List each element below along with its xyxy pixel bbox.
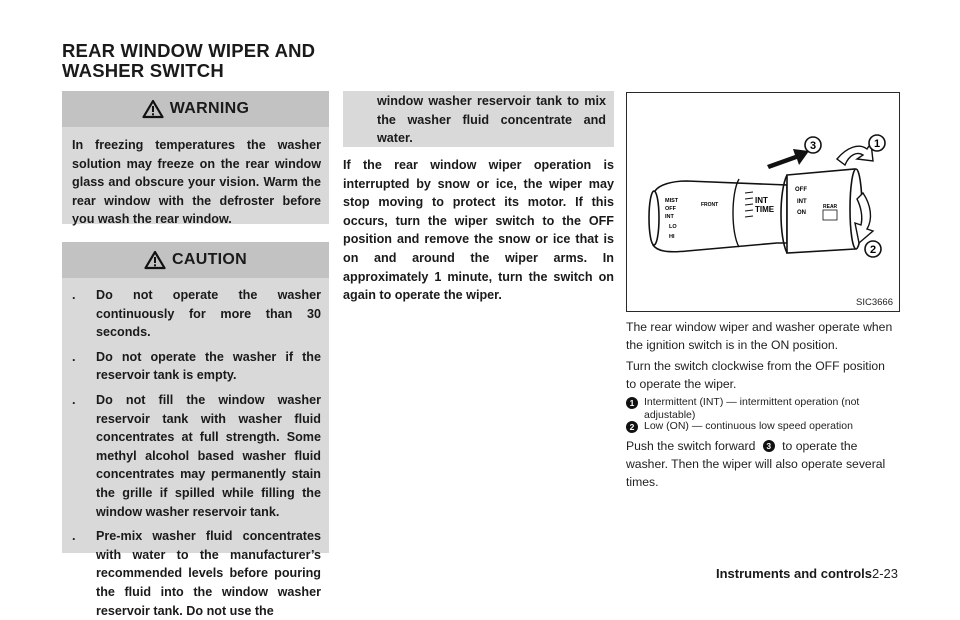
section-title-line-1: REAR WINDOW WIPER AND bbox=[62, 40, 316, 61]
circled-number-3: 3 bbox=[763, 440, 775, 452]
push-arrow-icon bbox=[767, 149, 809, 169]
label-hi: HI bbox=[669, 234, 675, 240]
label-rear: REAR bbox=[823, 204, 838, 210]
caution-item-text: Pre-mix washer fluid concentrates with water to the manufacturer’s recommended levels before pouring the fluid into the window washer reservoir tank. Do not use the bbox=[96, 529, 321, 618]
caution-continuation-text: window washer reservoir tank to mix the washer fluid concentrate and water. bbox=[377, 94, 606, 146]
washer-text-before: Push the switch forward bbox=[626, 439, 756, 453]
caution-item bbox=[72, 348, 321, 385]
caution-item bbox=[72, 286, 321, 342]
svg-text:1: 1 bbox=[873, 138, 881, 150]
caution-list bbox=[62, 278, 329, 620]
label-int-time-1: INT bbox=[755, 196, 768, 205]
caution-item-text: Do not operate the washer continuously for more than 30 seconds. bbox=[96, 288, 321, 340]
label-lo: LO bbox=[669, 224, 677, 230]
washer-text-after: to operate the washer. Then the wiper will also operate several times. bbox=[626, 439, 886, 489]
turn-switch-paragraph: Turn the switch clockwise from the OFF position to operate the wiper. bbox=[626, 359, 885, 391]
circled-number-1: 1 bbox=[626, 397, 638, 409]
circled-number-2: 2 bbox=[626, 421, 638, 433]
label-front: FRONT bbox=[701, 202, 719, 208]
ignition-paragraph: The rear window wiper and washer operate when the ignition switch is in the ON position. bbox=[626, 320, 893, 352]
list-item bbox=[626, 396, 898, 422]
figure-id: SIC3666 bbox=[856, 297, 893, 308]
callout-2 bbox=[865, 241, 881, 257]
footer-page-number: 2-23 bbox=[872, 566, 899, 581]
warning-heading: WARNING bbox=[169, 99, 250, 117]
warning-header bbox=[62, 91, 329, 127]
callout-3 bbox=[805, 137, 821, 153]
caution-item-text: Do not fill the window washer reservoir tank with washer fluid concentrates at full strength. Some methyl alcohol based washer fluid concentrates may permanently stain the grille if spilled while filling the window washer reservoir tank. bbox=[96, 392, 321, 519]
rotate-arrow-1-icon bbox=[837, 143, 873, 165]
caution-item bbox=[72, 527, 321, 620]
caution-continuation-box bbox=[343, 91, 614, 147]
label-int-front: INT bbox=[665, 214, 674, 220]
label-int-rear: INT bbox=[797, 199, 807, 205]
caution-item bbox=[72, 391, 321, 521]
label-mist: MIST bbox=[665, 198, 679, 204]
bullet: . bbox=[72, 529, 76, 544]
bullet: . bbox=[72, 349, 76, 364]
washer-paragraph bbox=[626, 437, 898, 491]
label-int-time-2: TIME bbox=[755, 205, 775, 214]
snow-ice-paragraph: If the rear window wiper operation is interrupted by snow or ice, the wiper may stop moving to protect its motor. If this occurs, turn the wiper switch to the OFF position and remove the snow or ice that is on and around the wiper arms. In approximately 1 minute, turn the switch on again to operate the wiper. bbox=[343, 158, 614, 303]
bullet: . bbox=[72, 392, 76, 407]
label-on-rear: ON bbox=[797, 210, 806, 216]
bullet: . bbox=[72, 288, 76, 302]
svg-text:3: 3 bbox=[809, 140, 817, 152]
label-off-front: OFF bbox=[665, 206, 676, 212]
footer-section-name: Instruments and controls bbox=[716, 566, 873, 581]
caution-triangle-icon bbox=[144, 250, 166, 270]
warning-text: In freezing temperatures the washer solution may freeze on the rear window glass and obscure your vision. Warm the rear window with the defroster before you wash the rear window. bbox=[72, 138, 321, 227]
warning-box bbox=[62, 91, 329, 227]
list-item bbox=[626, 420, 898, 433]
caution-item-text: Do not operate the washer if the reservoir tank is empty. bbox=[96, 349, 321, 383]
section-title bbox=[62, 41, 315, 81]
wiper-switch-figure bbox=[626, 92, 900, 312]
list-item-text: Intermittent (INT) — intermittent operation (not adjustable) bbox=[644, 396, 860, 421]
caution-box bbox=[62, 242, 329, 618]
caution-heading: CAUTION bbox=[172, 250, 247, 268]
section-title-line-2: WASHER SWITCH bbox=[62, 60, 224, 81]
callout-1 bbox=[869, 135, 885, 151]
label-off-rear: OFF bbox=[795, 187, 807, 193]
wiper-stalk-illustration bbox=[627, 93, 899, 311]
caution-header bbox=[62, 242, 329, 278]
list-item-text: Low (ON) — continuous low speed operation bbox=[644, 420, 853, 432]
warning-triangle-icon bbox=[142, 99, 164, 119]
svg-text:2: 2 bbox=[869, 244, 877, 256]
